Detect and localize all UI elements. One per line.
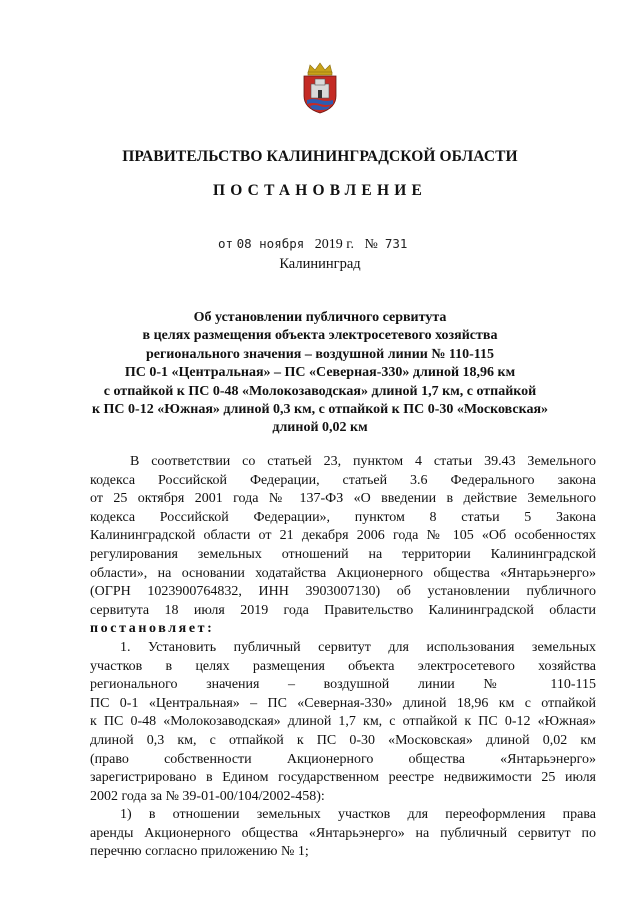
item-line: длиной 0,3 км, с отпайкой к ПС 0-30 «Московская» длиной 0,02 км (90, 732, 596, 748)
government-name: ПРАВИТЕЛЬСТВО КАЛИНИНГРАДСКОЙ ОБЛАСТИ (122, 148, 518, 165)
title-line: ПС 0-1 «Центральная» – ПС «Северная-330» длиной 18,96 км (124, 365, 516, 381)
item-line: 1. Установить публичный сервитут для использования земельных (120, 639, 596, 655)
body-line: области», на основании ходатайства Акционерного общества «Янтарьэнерго» (90, 565, 596, 581)
item-line: участков в целях размещения объекта электросетевого хозяйства (90, 658, 596, 674)
title-line: Об установлении публичного сервитута (193, 310, 447, 325)
item-line: (право собственности Акционерного общества «Янтарьэнерго» (90, 751, 596, 767)
resolves-word: постановляет: (90, 621, 215, 637)
body-line: сервитута 18 июля 2019 года Правительство Калининградской области (90, 602, 596, 618)
number-sign: № (364, 237, 378, 252)
body-line: Калининградской области от 21 декабря 2006 года № 105 «Об особенностях (90, 528, 596, 544)
item-line: ПС 0-1 «Центральная» – ПС «Северная-330» длиной 18,96 км с отпайкой (90, 695, 596, 711)
title-line: с отпайкой к ПС 0-48 «Молокозаводская» длиной 1,7 км, с отпайкой (103, 383, 537, 399)
kaliningrad-coat-of-arms-icon (300, 62, 340, 114)
document-body (90, 453, 596, 862)
subitem-line: аренды Акционерного общества «Янтарьэнерго» на публичный сервитут по (90, 825, 596, 841)
number-handwritten: 731 (384, 236, 408, 251)
item-line: зарегистрировано в Едином государственном реестре недвижимости 25 июля (90, 770, 596, 786)
title-line: длиной 0,02 км (272, 420, 368, 436)
body-line: (ОГРН 1023900764832, ИНН 3903007130) об установлении публичного (90, 584, 596, 600)
item-line: к ПС 0-48 «Молокозаводская» длиной 1,7 км, с отпайкой к ПС 0-12 «Южная» (90, 714, 596, 730)
body-line: кодекса Российской Федерации», пунктом 8 статьи 5 Закона (90, 509, 596, 525)
title-line: к ПС 0-12 «Южная» длиной 0,3 км, с отпайкой к ПС 0-30 «Московская» (91, 402, 549, 418)
date-prefix: от (218, 236, 234, 251)
title-line: в целях размещения объекта электросетевого хозяйства (142, 328, 498, 344)
date-year: 2019 г. (314, 237, 354, 252)
body-line: от 25 октября 2001 года № 137-ФЗ «О введении в действие Земельного (90, 491, 596, 507)
body-line: кодекса Российской Федерации, статьей 3.6 Федерального закона (90, 472, 596, 488)
title-line: регионального значения – воздушной линии № 110-115 (145, 346, 495, 362)
date-line (218, 236, 407, 253)
document-title (60, 309, 580, 438)
date-handwritten: 08 ноября (236, 236, 305, 251)
subitem-line: перечню согласно приложению № 1; (90, 844, 309, 860)
subitem-line: 1) в отношении земельных участков для переоформления права (120, 807, 596, 823)
city: Калининград (279, 256, 361, 272)
item-line: регионального значения – воздушной линии № 110-115 (90, 677, 596, 693)
resolves-line (90, 620, 596, 639)
body-line: регулирования земельных отношений на территории Калининградской (90, 546, 596, 562)
document-type: ПОСТАНОВЛЕНИЕ (212, 182, 428, 199)
body-line: В соответствии со статьей 23, пунктом 4 статьи 39.43 Земельного (130, 454, 596, 469)
item-line: 2002 года за № 39-01-00/104/2002-458): (90, 788, 325, 804)
